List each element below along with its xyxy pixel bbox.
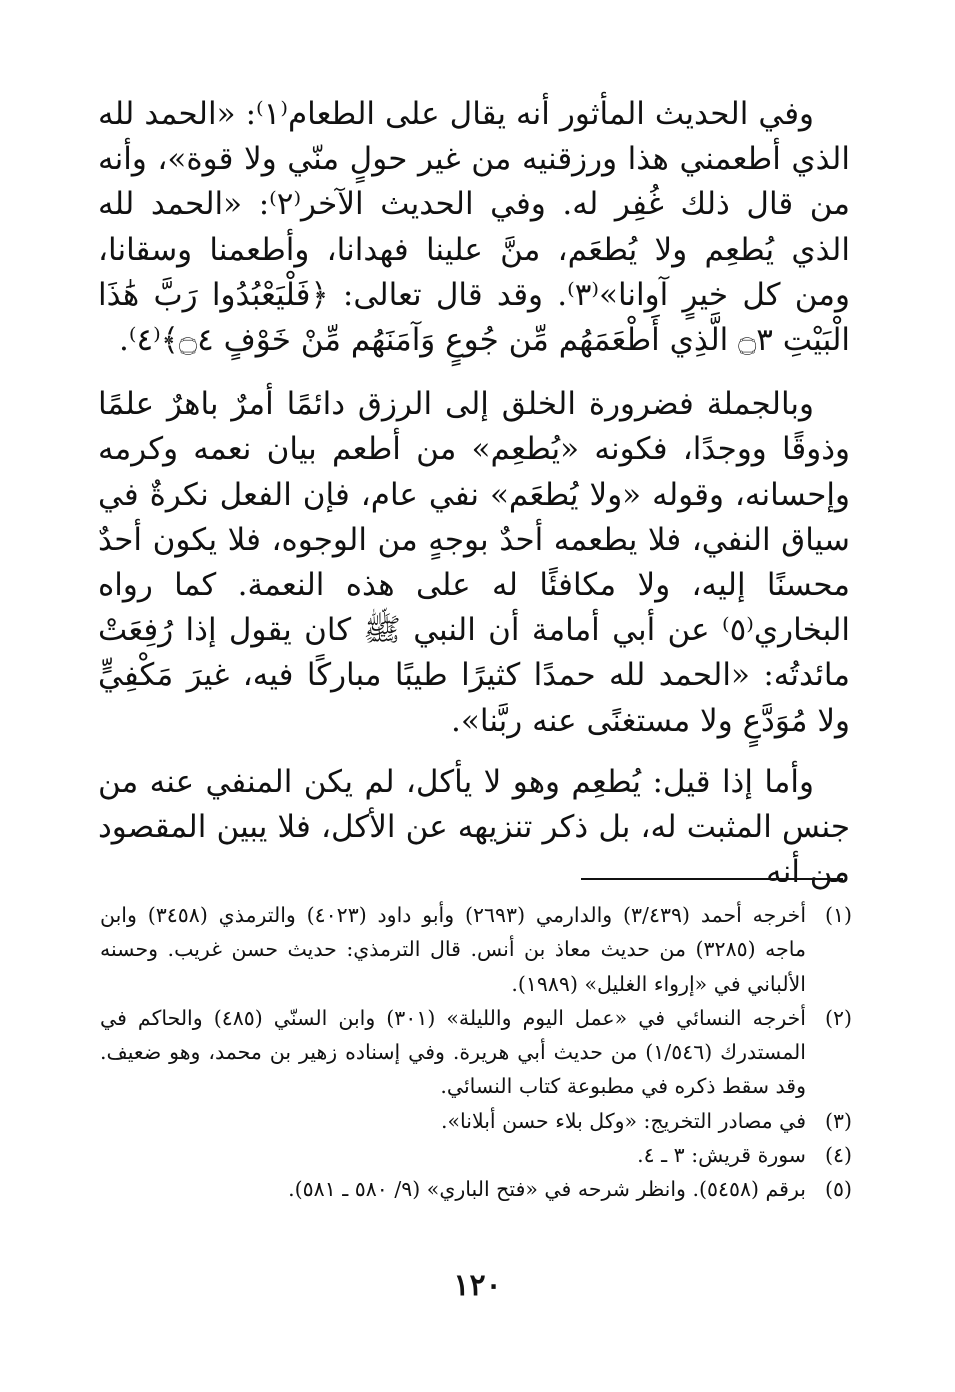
footnote-text: أخرجه النسائي في «عمل اليوم والليلة» (٣٠١) وابن السنّي (٤٨٥) والحاكم في المستدرك (١/٥٤٦) من حديث أبي هريرة. وفي إسناده زهير بن محمد، وهو ضعيف. وقد سقط ذكره في مطبوعة كتاب النسائي. [100, 1005, 806, 1099]
footnotes [100, 898, 852, 1207]
paragraph-2: وبالجملة فضرورة الخلق إلى الرزق دائمًا أمرٌ باهرٌ علمًا وذوقًا ووجدًا، فكونه «يُطعِم» من أطعم بيان نعمه وكرمه وإحسانه، وقوله «ولا يُطعَم» نفي عام، فإن الفعل نكرةٌ في سياق النفي، فلا يطعمه أحدٌ بوجهٍ من الوجوه، فلا يكون أحدٌ محسنًا إليه، ولا مكافئًا له على هذه النعمة. كما رواه البخاري⁽٥⁾ عن أبي أمامة أن النبي ﷺ كان يقول إذا رُفِعَتْ مائدتُه: «الحمد لله حمدًا كثيرًا طيبًا مباركًا فيه، غيرَ مَكْفِيٍّ ولا مُوَدَّعٍ ولا مستغنًى عنه ربَّنا». [98, 386, 850, 739]
footnote-number: (٣) [824, 1108, 852, 1133]
footnote-text: برقم (٥٤٥٨). وانظر شرحه في «فتح الباري» (٩/ ٥٨٠ ـ ٥٨١). [288, 1177, 806, 1202]
footnote-number: (٥) [824, 1177, 852, 1202]
paragraph-1: وفي الحديث المأثور أنه يقال على الطعام⁽١⁾: «الحمد لله الذي أطعمني هذا ورزقنيه من غير حولٍ منّي ولا قوة»، وأنه من قال ذلك غُفِر له. وفي الحديث الآخر⁽٢⁾: «الحمد لله الذي يُطعِم ولا يُطعَم، منَّ علينا فهدانا، وأطعمنا وسقانا، ومن كل خيرٍ آوانا»⁽٣⁾. وقد قال تعالى: ﴿فَلْيَعْبُدُوا رَبَّ هَٰذَا الْبَيْتِ ۝٣ الَّذِي أَطْعَمَهُم مِّن جُوعٍ وَآمَنَهُم مِّنْ خَوْفٍ ۝٤﴾⁽٤⁾. [98, 96, 850, 359]
footnote-4 [100, 1138, 852, 1172]
footnote-number: (١) [824, 903, 852, 927]
footnote-divider [581, 878, 843, 880]
main-text [98, 92, 850, 911]
footnote-number: (٤) [824, 1143, 852, 1168]
footnote-3 [100, 1104, 852, 1138]
footnote-text: في مصادر التخريج: «وكل بلاء حسن أبلانا». [440, 1108, 806, 1133]
page-number: ١٢٠ [453, 1268, 502, 1303]
footnote-2 [100, 1001, 852, 1104]
footnote-text: سورة قريش: ٣ ـ ٤. [637, 1143, 806, 1168]
paragraph-3: وأما إذا قيل: يُطعِم وهو لا يأكل، لم يكن المنفي عنه من جنس المثبت له، بل ذكر تنزيهه عن الأكل، فلا يبين المقصود من أنه [98, 763, 850, 891]
footnote-1 [100, 898, 852, 1001]
footnote-number: (٢) [824, 1005, 852, 1030]
footnote-text: أخرجه أحمد (٣/٤٣٩) والدارمي (٢٦٩٣) وأبو داود (٤٠٢٣) والترمذي (٣٤٥٨) وابن ماجه (٣٢٨٥) من حديث معاذ بن أنس. قال الترمذي: حديث حسن غريب. وحسنه الألباني في «إرواء الغليل» (١٩٨٩). [100, 903, 807, 996]
footnote-5 [100, 1172, 852, 1206]
